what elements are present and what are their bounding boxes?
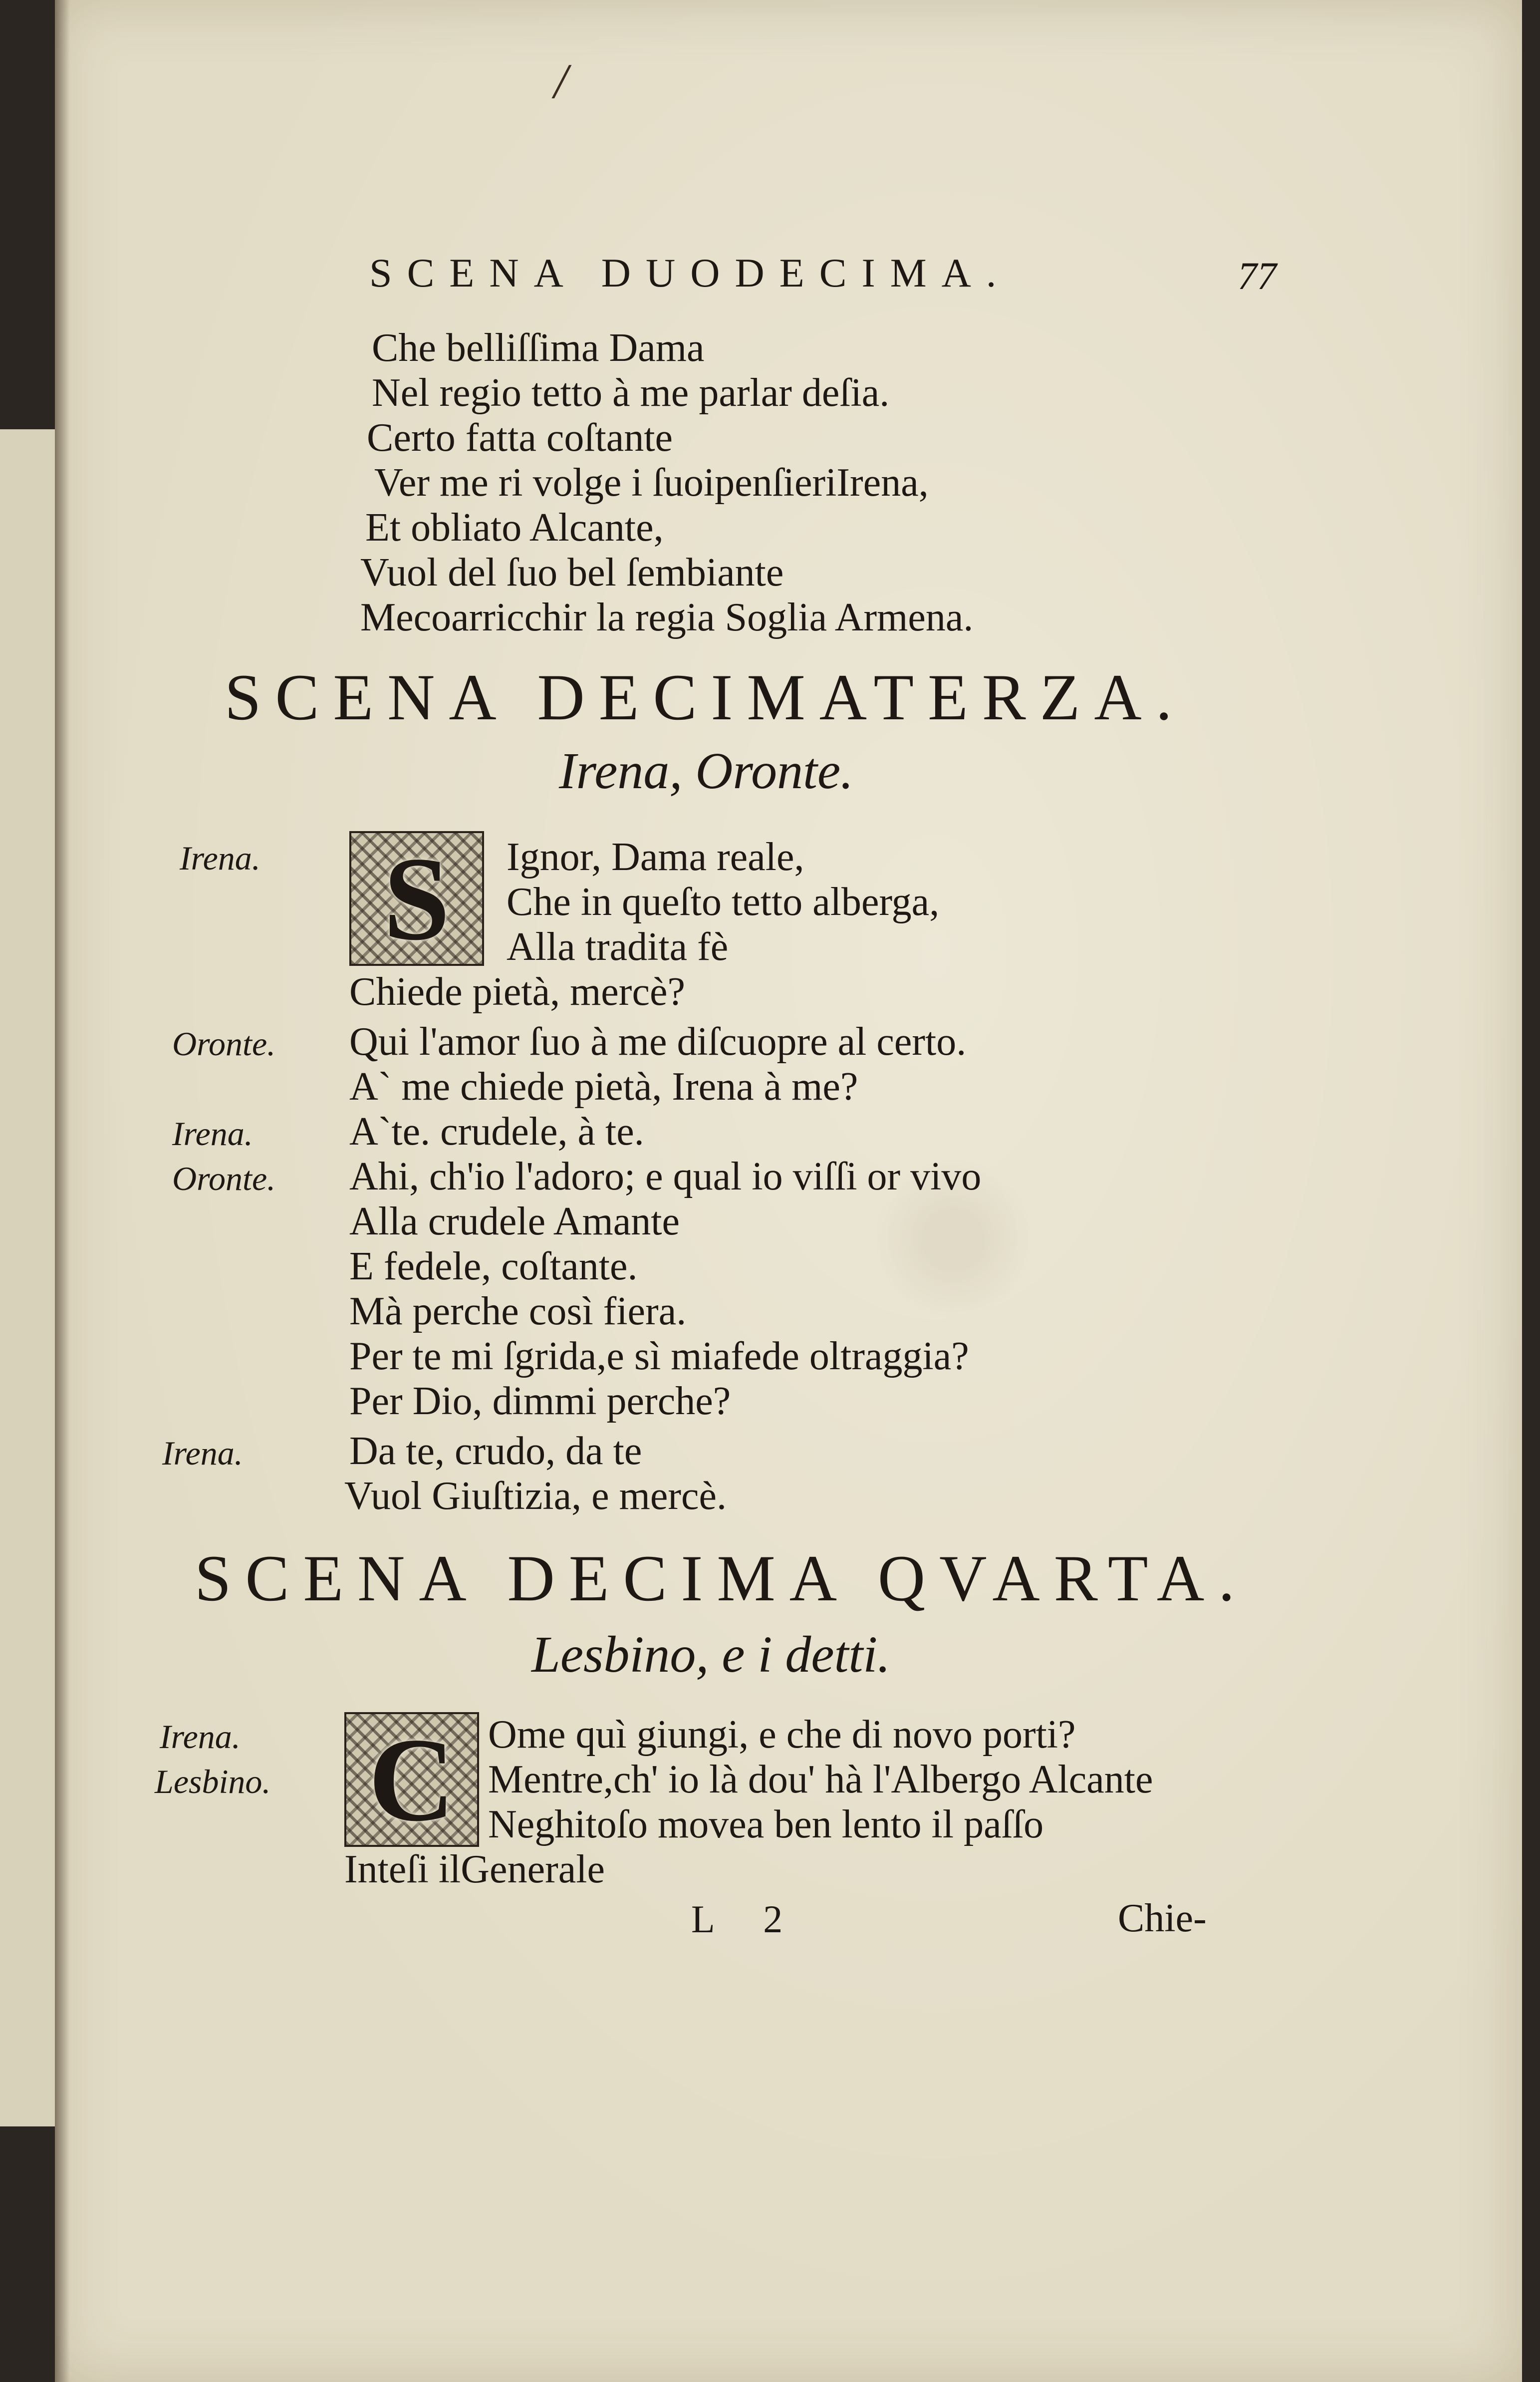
scene-13-cast: Irena, Oronte. (559, 742, 854, 800)
verse-line: Mà perche così fiera. (349, 1289, 687, 1333)
decorated-initial-c (344, 1712, 479, 1847)
handwritten-mark: / (554, 53, 568, 109)
speaker-label: Irena. (160, 1718, 241, 1756)
speaker-label: Irena. (162, 1434, 243, 1472)
verse-line: Qui l'amor ſuo à me diſcuopre al certo. (349, 1020, 967, 1064)
initial-letter: C (368, 1713, 455, 1846)
scene-13-title: SCENA DECIMATERZA. (225, 660, 1186, 734)
verse-line: Neghitoſo movea ben lento il paſſo (488, 1802, 1044, 1846)
page-number: 77 (1238, 254, 1277, 298)
speaker-label: Oronte. (172, 1160, 276, 1197)
spine-shadow (55, 0, 70, 2382)
verse-line: A` me chiede pietà, Irena à me? (349, 1065, 858, 1109)
verse-line: Alla tradita fè (507, 925, 729, 969)
scene-14-title: SCENA DECIMA QVARTA. (195, 1541, 1249, 1615)
signature-mark: L 2 (691, 1897, 803, 1941)
verse-line: A`te. crudele, à te. (349, 1110, 644, 1154)
verse-line: Certo fatta coſtante (367, 416, 673, 460)
verse-line: Ver me ri volge i ſuoipenſieriIrena, (374, 461, 929, 505)
speaker-label: Lesbino. (155, 1763, 271, 1800)
verse-line: Ahi, ch'io l'adoro; e qual io viſſi or vivo (349, 1155, 982, 1198)
verse-line: Chiede pietà, mercè? (349, 970, 685, 1014)
verse-line: Et obliato Alcante, (365, 506, 664, 550)
speaker-label: Irena. (172, 1115, 253, 1153)
underlying-leaf (0, 429, 56, 2126)
decorated-initial-s (349, 831, 484, 966)
verse-line: Vuol del ſuo bel ſembiante (360, 551, 784, 595)
initial-letter: S (383, 832, 450, 965)
verse-line: Alla crudele Amante (349, 1199, 680, 1243)
verse-line: Per te mi ſgrida,e sì miafede oltraggia? (349, 1334, 969, 1378)
verse-line: Mentre,ch' io là dou' hà l'Albergo Alcante (488, 1758, 1153, 1801)
scene-14-cast: Lesbino, e i detti. (531, 1626, 891, 1683)
running-head: SCENA DUODECIMA. (369, 250, 1012, 296)
catchword: Chie- (1118, 1896, 1207, 1940)
verse-line: Nel regio tetto à me parlar deſia. (372, 371, 890, 415)
speaker-label: Oronte. (172, 1025, 276, 1063)
verse-line: E fedele, coſtante. (349, 1244, 638, 1288)
verse-line: Ignor, Dama reale, (507, 835, 804, 879)
speaker-label: Irena. (180, 839, 260, 877)
verse-line: Ome quì giungi, e che di novo porti? (488, 1713, 1076, 1757)
verse-line: Vuol Giuſtizia, e mercè. (344, 1474, 727, 1518)
verse-line: Che in queſto tetto alberga, (507, 880, 940, 924)
verse-line: Da te, crudo, da te (349, 1429, 642, 1473)
verse-line: Inteſi ilGenerale (344, 1847, 605, 1891)
verse-line: Mecoarricchir la regia Soglia Armena. (360, 596, 974, 639)
verse-line: Per Dio, dimmi perche? (349, 1379, 731, 1423)
verse-line: Che belliſſima Dama (372, 326, 705, 370)
